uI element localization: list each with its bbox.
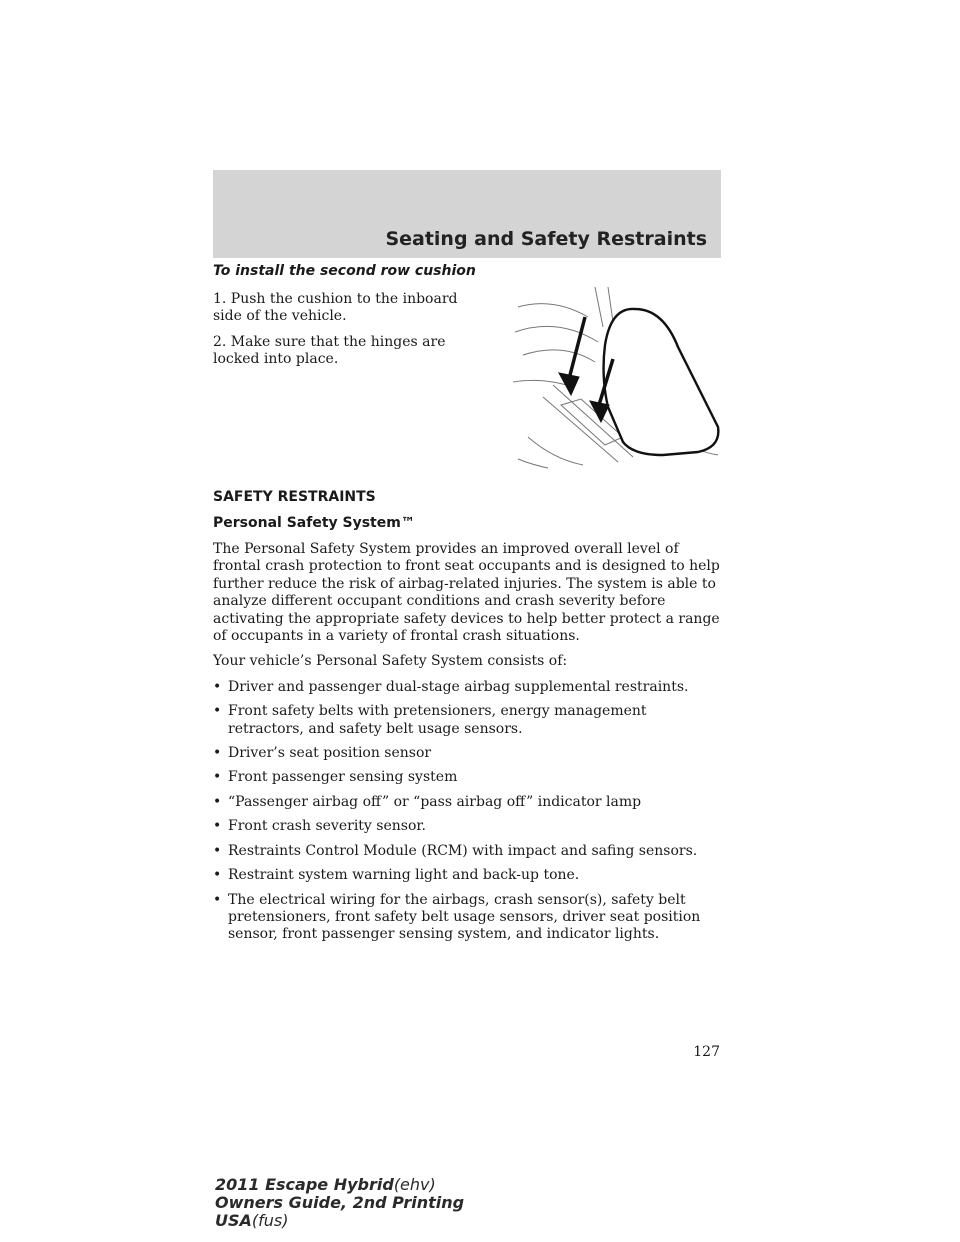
chapter-title: Seating and Safety Restraints [385,228,707,250]
page-content [213,263,721,951]
list-item: • Front crash severity sensor. [213,818,426,835]
bullet-icon: • [213,842,222,859]
pss-consists-of: Your vehicle’s Personal Safety System consists of: [213,653,568,670]
list-item: • Restraint system warning light and back-up tone. [213,867,580,884]
bullet-icon: • [213,703,222,720]
pss-intro-paragraph: The Personal Safety System provides an improved overall level of frontal crash protection to front seat occupants and is designed to help further reduce the risk of airbag-related injuries. The system is able to analyze different occupant conditions and crash severity before activating the appropriate safety devices to help better protect a range of occupants in a variety of frontal crash situations. [213,541,720,645]
bullet-icon: • [213,769,222,786]
list-item: • Driver and passenger dual-stage airbag supplemental restraints. [213,678,689,695]
bullet-icon: • [213,818,222,835]
install-heading: To install the second row cushion [213,263,476,279]
install-step-2: 2. Make sure that the hinges are locked into place. [213,334,446,367]
footer-line-1: 2011 Escape Hybrid(ehv) [215,1175,436,1194]
footer-line-2: Owners Guide, 2nd Printing [215,1193,465,1212]
list-item: • Driver’s seat position sensor [213,745,432,762]
list-item: • Front passenger sensing system [213,769,458,786]
personal-safety-system-heading: Personal Safety System™ [213,515,415,531]
install-steps [213,291,478,368]
bullet-icon: • [213,867,222,884]
bullet-icon: • [213,891,222,908]
arrow-left-shaft [569,317,585,379]
print-footer [215,1176,464,1230]
seat-cushion-outline [604,309,719,455]
list-item: • Restraints Control Module (RCM) with impact and safing sensors. [213,842,698,859]
page-number: 127 [693,1044,720,1060]
list-item: • “Passenger airbag off” or “pass airbag off” indicator lamp [213,793,642,810]
footer-line-3: USA(fus) [215,1211,289,1230]
list-item: • The electrical wiring for the airbags, crash sensor(s), safety belt pretensioners, front safety belt usage sensors, driver seat position sensor, front passenger sensing system, and indicator lights. [213,891,701,943]
bullet-icon: • [213,745,222,762]
safety-restraints-heading: SAFETY RESTRAINTS [213,489,376,505]
bullet-icon: • [213,793,222,810]
list-item: • Front safety belts with pretensioners, energy management retractors, and safety belt usage sensors. [213,703,647,737]
seat-cushion-illustration [513,287,721,469]
arrow-right-head [590,401,609,422]
pss-components-list [213,679,721,944]
install-step-1: 1. Push the cushion to the inboard side of the vehicle. [213,291,458,324]
bullet-icon: • [213,678,222,695]
chapter-header-band [213,170,721,258]
